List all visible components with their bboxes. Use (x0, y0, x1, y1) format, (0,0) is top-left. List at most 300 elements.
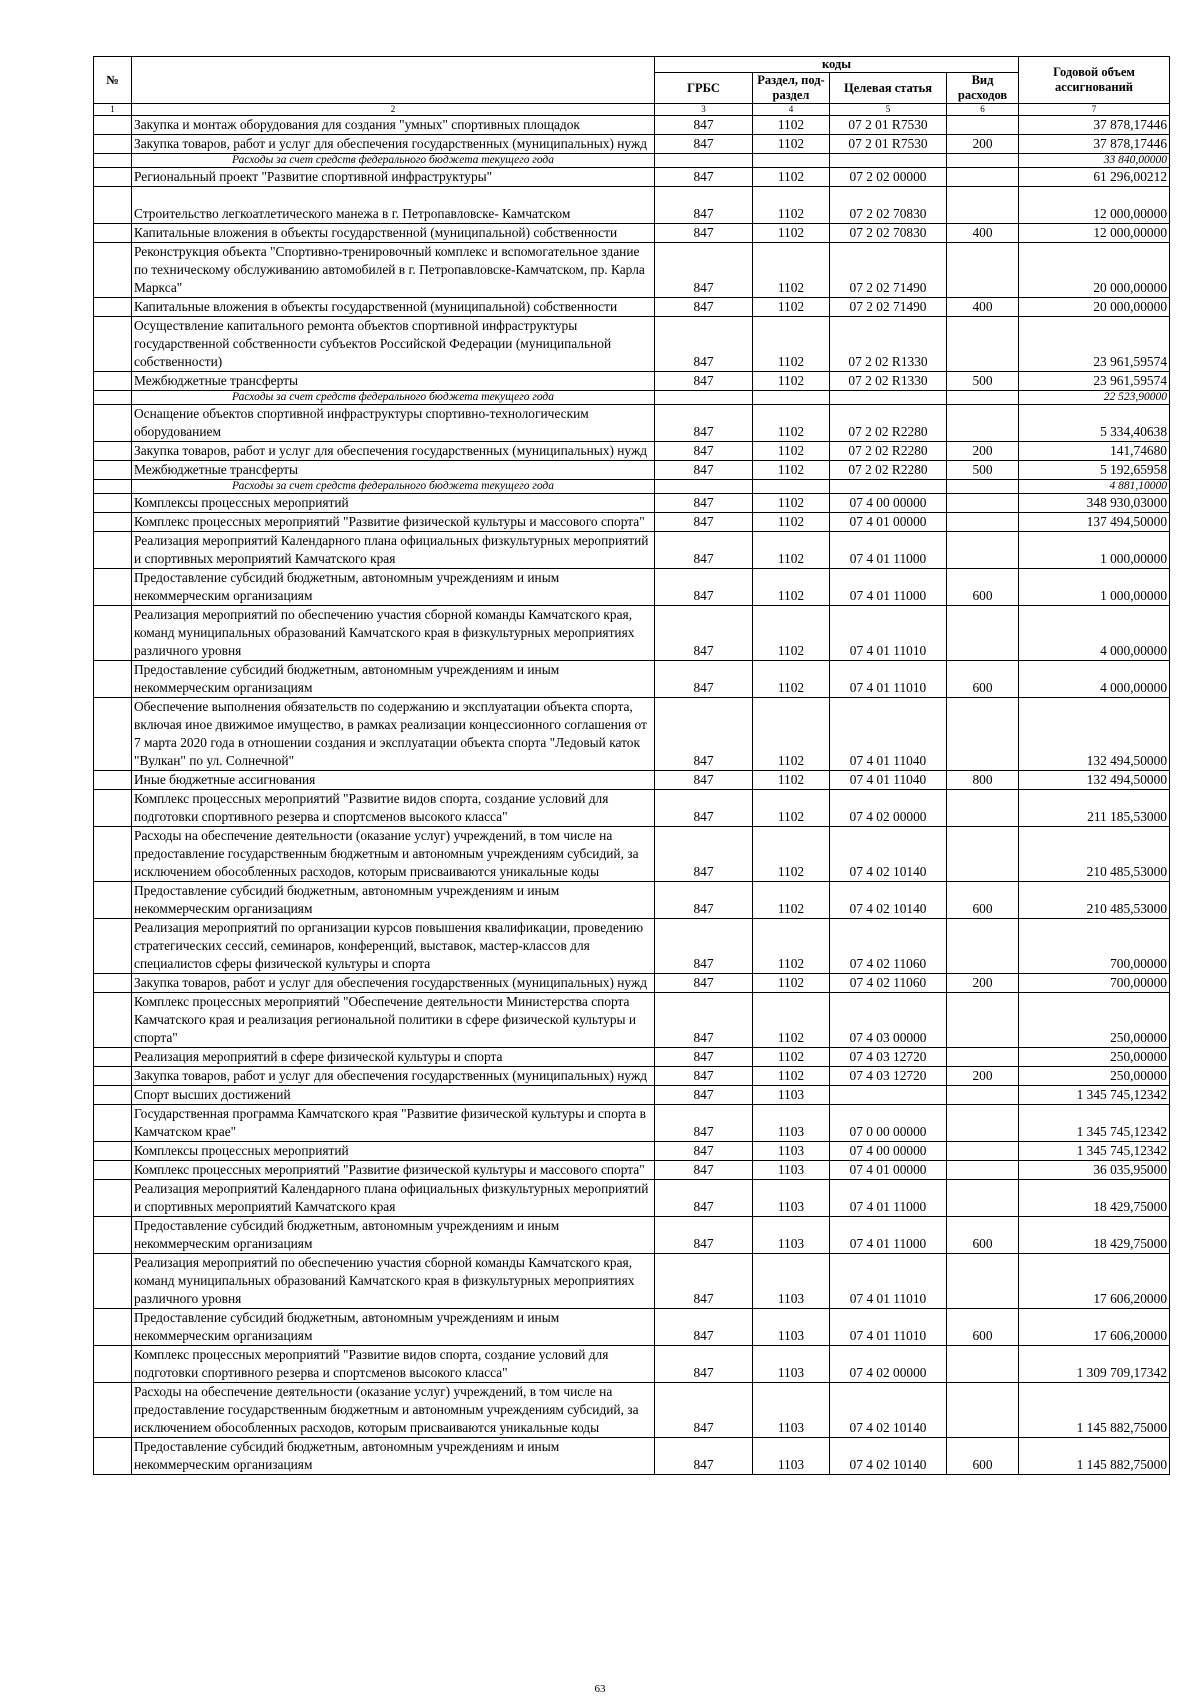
row-sum-cell: 20 000,00000 (1019, 298, 1170, 317)
row-sum-cell: 141,74680 (1019, 442, 1170, 461)
row-razdel-cell: 1102 (753, 698, 830, 771)
row-razdel-cell: 1102 (753, 974, 830, 993)
table-row (94, 1346, 1170, 1383)
row-name-cell: Предоставление субсидий бюджетным, автономным учреждениям и иным некоммерческим организациям (132, 1309, 655, 1346)
row-sum-cell: 137 494,50000 (1019, 513, 1170, 532)
column-number: 7 (1019, 104, 1170, 116)
row-grbs-cell: 847 (655, 1086, 753, 1105)
table-row (94, 224, 1170, 243)
row-vid-cell (947, 116, 1019, 135)
row-number-cell (94, 827, 132, 882)
row-number-cell (94, 243, 132, 298)
row-razdel-cell: 1103 (753, 1180, 830, 1217)
table-row (94, 882, 1170, 919)
row-statya-cell: 07 4 01 11000 (830, 569, 947, 606)
row-razdel-cell: 1102 (753, 661, 830, 698)
row-statya-cell: 07 4 00 00000 (830, 1142, 947, 1161)
row-grbs-cell: 847 (655, 1105, 753, 1142)
row-number-cell (94, 494, 132, 513)
row-name-cell: Реализация мероприятий по организации курсов повышения квалификации, проведению стратегических сессий, семинаров, конференций, выставок, мастер-классов для специалистов сферы физической культуры и спорта (132, 919, 655, 974)
row-statya-cell: 07 4 02 11060 (830, 919, 947, 974)
header-vid: Вид расходов (947, 73, 1019, 104)
header-name-blank (132, 57, 655, 104)
row-vid-cell: 400 (947, 224, 1019, 243)
row-statya-cell: 07 4 01 11040 (830, 698, 947, 771)
row-razdel-cell: 1103 (753, 1105, 830, 1142)
row-number-cell (94, 135, 132, 154)
column-number: 4 (753, 104, 830, 116)
row-name-cell: Строительство легкоатлетического манежа в г. Петропавловске- Камчатском (132, 187, 655, 224)
row-number-cell (94, 882, 132, 919)
row-statya-cell: 07 2 02 70830 (830, 224, 947, 243)
row-sum-cell: 210 485,53000 (1019, 827, 1170, 882)
federal-budget-row (94, 391, 1170, 405)
row-number-cell (94, 790, 132, 827)
row-grbs-cell: 847 (655, 187, 753, 224)
row-grbs-cell: 847 (655, 1309, 753, 1346)
row-number-cell (94, 298, 132, 317)
row-statya-cell: 07 4 02 00000 (830, 790, 947, 827)
row-statya-cell: 07 4 01 11010 (830, 606, 947, 661)
table-row (94, 1161, 1170, 1180)
row-vid-cell (947, 827, 1019, 882)
row-sum-cell: 1 345 745,12342 (1019, 1105, 1170, 1142)
row-vid-cell: 600 (947, 1217, 1019, 1254)
row-sum-cell: 12 000,00000 (1019, 224, 1170, 243)
row-statya-cell: 07 4 01 11000 (830, 1180, 947, 1217)
table-row (94, 698, 1170, 771)
row-sum-cell: 23 961,59574 (1019, 372, 1170, 391)
row-vid-cell (947, 513, 1019, 532)
row-sum-cell: 700,00000 (1019, 974, 1170, 993)
row-sum-cell: 132 494,50000 (1019, 771, 1170, 790)
row-statya-cell: 07 2 02 71490 (830, 243, 947, 298)
table-row (94, 442, 1170, 461)
table-row (94, 298, 1170, 317)
row-name-cell: Комплексы процессных мероприятий (132, 1142, 655, 1161)
row-name-cell: Предоставление субсидий бюджетным, автономным учреждениям и иным некоммерческим организациям (132, 882, 655, 919)
row-sum-cell: 211 185,53000 (1019, 790, 1170, 827)
row-grbs-cell: 847 (655, 993, 753, 1048)
table-row (94, 1142, 1170, 1161)
row-number-cell (94, 372, 132, 391)
row-statya-cell: 07 4 01 11000 (830, 1217, 947, 1254)
row-vid-cell (947, 1105, 1019, 1142)
row-razdel-cell: 1102 (753, 224, 830, 243)
row-number-cell (94, 405, 132, 442)
row-sum-cell: 37 878,17446 (1019, 116, 1170, 135)
row-sum-cell: 33 840,00000 (1019, 154, 1170, 168)
table-row (94, 532, 1170, 569)
row-sum-cell: 4 881,10000 (1019, 480, 1170, 494)
table-row (94, 135, 1170, 154)
row-grbs-cell: 847 (655, 405, 753, 442)
row-name-cell: Предоставление субсидий бюджетным, автономным учреждениям и иным некоммерческим организациям (132, 661, 655, 698)
row-grbs-cell: 847 (655, 790, 753, 827)
row-name-cell: Комплекс процессных мероприятий "Развитие физической культуры и массового спорта" (132, 1161, 655, 1180)
row-grbs-cell: 847 (655, 1346, 753, 1383)
row-vid-cell (947, 480, 1019, 494)
row-name-cell: Расходы за счет средств федерального бюджета текущего года (132, 391, 655, 405)
row-grbs-cell: 847 (655, 168, 753, 187)
row-number-cell (94, 606, 132, 661)
budget-table (93, 56, 1170, 1475)
row-number-cell (94, 532, 132, 569)
row-sum-cell: 4 000,00000 (1019, 661, 1170, 698)
budget-table-sheet (93, 56, 1169, 1475)
row-grbs-cell: 847 (655, 1383, 753, 1438)
table-row (94, 317, 1170, 372)
row-statya-cell: 07 4 01 11040 (830, 771, 947, 790)
row-statya-cell: 07 4 02 10140 (830, 882, 947, 919)
row-vid-cell: 800 (947, 771, 1019, 790)
row-sum-cell: 250,00000 (1019, 1048, 1170, 1067)
row-statya-cell: 07 2 01 R7530 (830, 135, 947, 154)
table-row (94, 1254, 1170, 1309)
row-name-cell: Реконструкция объекта "Спортивно-тренировочный комплекс и вспомогательное здание по техническому обслуживанию автомобилей в г. Петропавловске-Камчатском, пр. Карла Маркса" (132, 243, 655, 298)
table-row (94, 606, 1170, 661)
row-statya-cell: 07 2 02 71490 (830, 298, 947, 317)
row-razdel-cell: 1102 (753, 919, 830, 974)
column-number: 3 (655, 104, 753, 116)
row-sum-cell: 132 494,50000 (1019, 698, 1170, 771)
row-vid-cell: 200 (947, 974, 1019, 993)
row-number-cell (94, 1383, 132, 1438)
row-name-cell: Расходы на обеспечение деятельности (оказание услуг) учреждений, в том числе на предоставление государственным бюджетным и автономным учреждениям субсидий, за исключением обособленных расходов, которым присваиваются уникальные коды (132, 827, 655, 882)
table-row (94, 1067, 1170, 1086)
column-number: 2 (132, 104, 655, 116)
row-razdel-cell: 1102 (753, 1067, 830, 1086)
row-grbs-cell: 847 (655, 1161, 753, 1180)
row-grbs-cell: 847 (655, 1067, 753, 1086)
row-grbs-cell: 847 (655, 372, 753, 391)
row-statya-cell: 07 4 01 11010 (830, 661, 947, 698)
row-vid-cell (947, 993, 1019, 1048)
row-razdel-cell: 1102 (753, 827, 830, 882)
row-grbs-cell: 847 (655, 1142, 753, 1161)
row-statya-cell (830, 391, 947, 405)
row-vid-cell (947, 405, 1019, 442)
row-grbs-cell: 847 (655, 243, 753, 298)
row-grbs-cell: 847 (655, 224, 753, 243)
row-razdel-cell: 1102 (753, 442, 830, 461)
row-razdel-cell: 1102 (753, 771, 830, 790)
page-number: 63 (594, 1683, 606, 1695)
row-sum-cell: 5 192,65958 (1019, 461, 1170, 480)
row-sum-cell: 1 000,00000 (1019, 569, 1170, 606)
row-name-cell: Региональный проект "Развитие спортивной инфраструктуры" (132, 168, 655, 187)
row-sum-cell: 1 345 745,12342 (1019, 1086, 1170, 1105)
row-statya-cell: 07 4 01 11010 (830, 1309, 947, 1346)
row-grbs-cell (655, 391, 753, 405)
row-razdel-cell (753, 154, 830, 168)
table-header (94, 57, 1170, 116)
row-grbs-cell: 847 (655, 1217, 753, 1254)
row-sum-cell: 22 523,90000 (1019, 391, 1170, 405)
row-razdel-cell: 1103 (753, 1438, 830, 1475)
row-name-cell: Межбюджетные трансферты (132, 372, 655, 391)
row-number-cell (94, 993, 132, 1048)
header-volume: Годовой объем ассигнований (1019, 57, 1170, 104)
row-vid-cell (947, 1161, 1019, 1180)
row-name-cell: Обеспечение выполнения обязательств по содержанию и эксплуатации объекта спорта, включая иное движимое имущество, в рамках реализации концессионного соглашения от 7 марта 2020 года в отношении создания и эксплуатации объекта спорта "Ледовый каток "Вулкан" по ул. Солнечной" (132, 698, 655, 771)
row-sum-cell: 1 309 709,17342 (1019, 1346, 1170, 1383)
row-razdel-cell: 1102 (753, 882, 830, 919)
row-sum-cell: 17 606,20000 (1019, 1254, 1170, 1309)
row-sum-cell: 210 485,53000 (1019, 882, 1170, 919)
row-statya-cell: 07 2 02 R2280 (830, 461, 947, 480)
federal-budget-row (94, 480, 1170, 494)
row-number-cell (94, 1438, 132, 1475)
table-row (94, 1217, 1170, 1254)
column-number: 1 (94, 104, 132, 116)
row-name-cell: Оснащение объектов спортивной инфраструктуры спортивно-технологическим оборудованием (132, 405, 655, 442)
row-sum-cell: 348 930,03000 (1019, 494, 1170, 513)
row-razdel-cell: 1102 (753, 993, 830, 1048)
table-row (94, 1180, 1170, 1217)
row-number-cell (94, 1067, 132, 1086)
row-razdel-cell: 1102 (753, 513, 830, 532)
table-row (94, 771, 1170, 790)
row-vid-cell: 200 (947, 442, 1019, 461)
table-body (94, 116, 1170, 1475)
row-vid-cell (947, 606, 1019, 661)
row-statya-cell: 07 4 01 11000 (830, 532, 947, 569)
row-number-cell (94, 461, 132, 480)
row-grbs-cell: 847 (655, 882, 753, 919)
row-grbs-cell: 847 (655, 532, 753, 569)
table-row (94, 569, 1170, 606)
row-sum-cell: 12 000,00000 (1019, 187, 1170, 224)
row-number-cell (94, 442, 132, 461)
row-grbs-cell: 847 (655, 135, 753, 154)
row-razdel-cell: 1103 (753, 1161, 830, 1180)
row-sum-cell: 4 000,00000 (1019, 606, 1170, 661)
row-sum-cell: 61 296,00212 (1019, 168, 1170, 187)
row-grbs-cell: 847 (655, 1438, 753, 1475)
row-razdel-cell: 1102 (753, 1048, 830, 1067)
row-name-cell: Осуществление капитального ремонта объектов спортивной инфраструктуры государственной собственности субъектов Российской Федерации (муниципальной собственности) (132, 317, 655, 372)
row-statya-cell: 07 2 02 R1330 (830, 317, 947, 372)
row-statya-cell: 07 4 02 10140 (830, 1383, 947, 1438)
row-vid-cell (947, 532, 1019, 569)
table-row (94, 243, 1170, 298)
row-name-cell: Предоставление субсидий бюджетным, автономным учреждениям и иным некоммерческим организациям (132, 1217, 655, 1254)
row-grbs-cell (655, 154, 753, 168)
row-grbs-cell: 847 (655, 298, 753, 317)
row-number-cell (94, 771, 132, 790)
row-vid-cell: 600 (947, 661, 1019, 698)
row-statya-cell: 07 4 03 12720 (830, 1048, 947, 1067)
row-razdel-cell: 1102 (753, 494, 830, 513)
row-name-cell: Реализация мероприятий по обеспечению участия сборной команды Камчатского края, команд муниципальных образований Камчатского края в физкультурных мероприятиях различного уровня (132, 606, 655, 661)
row-vid-cell (947, 243, 1019, 298)
row-name-cell: Комплекс процессных мероприятий "Развитие видов спорта, создание условий для подготовки спортивного резерва и спортсменов высокого класса" (132, 790, 655, 827)
row-grbs-cell: 847 (655, 494, 753, 513)
row-grbs-cell: 847 (655, 442, 753, 461)
table-row (94, 168, 1170, 187)
row-statya-cell (830, 154, 947, 168)
row-grbs-cell: 847 (655, 1180, 753, 1217)
row-name-cell: Закупка товаров, работ и услуг для обеспечения государственных (муниципальных) нужд (132, 135, 655, 154)
row-name-cell: Государственная программа Камчатского края "Развитие физической культуры и спорта в Камчатском крае" (132, 1105, 655, 1142)
table-row (94, 827, 1170, 882)
row-grbs-cell: 847 (655, 461, 753, 480)
row-vid-cell (947, 1086, 1019, 1105)
table-row (94, 993, 1170, 1048)
row-razdel-cell: 1102 (753, 317, 830, 372)
row-name-cell: Комплекс процессных мероприятий "Развитие физической культуры и массового спорта" (132, 513, 655, 532)
row-name-cell: Реализация мероприятий в сфере физической культуры и спорта (132, 1048, 655, 1067)
table-row (94, 1438, 1170, 1475)
row-vid-cell (947, 1142, 1019, 1161)
table-row (94, 461, 1170, 480)
row-vid-cell: 200 (947, 135, 1019, 154)
row-number-cell (94, 1142, 132, 1161)
row-razdel-cell: 1103 (753, 1383, 830, 1438)
row-name-cell: Комплекс процессных мероприятий "Развитие видов спорта, создание условий для подготовки спортивного резерва и спортсменов высокого класса" (132, 1346, 655, 1383)
row-razdel-cell: 1102 (753, 405, 830, 442)
row-name-cell: Капитальные вложения в объекты государственной (муниципальной) собственности (132, 224, 655, 243)
row-vid-cell (947, 187, 1019, 224)
row-grbs-cell: 847 (655, 569, 753, 606)
row-razdel-cell: 1102 (753, 135, 830, 154)
row-statya-cell: 07 2 02 00000 (830, 168, 947, 187)
row-sum-cell: 18 429,75000 (1019, 1180, 1170, 1217)
header-razdel: Раздел, под-раздел (753, 73, 830, 104)
row-name-cell: Реализация мероприятий по обеспечению участия сборной команды Камчатского края, команд муниципальных образований Камчатского края в физкультурных мероприятиях различного уровня (132, 1254, 655, 1309)
row-sum-cell: 18 429,75000 (1019, 1217, 1170, 1254)
row-name-cell: Закупка товаров, работ и услуг для обеспечения государственных (муниципальных) нужд (132, 442, 655, 461)
row-sum-cell: 23 961,59574 (1019, 317, 1170, 372)
row-vid-cell: 500 (947, 461, 1019, 480)
row-sum-cell: 1 145 882,75000 (1019, 1383, 1170, 1438)
row-vid-cell: 500 (947, 372, 1019, 391)
row-vid-cell (947, 790, 1019, 827)
row-statya-cell: 07 4 02 10140 (830, 1438, 947, 1475)
table-row (94, 1048, 1170, 1067)
row-razdel-cell: 1103 (753, 1346, 830, 1383)
row-number-cell (94, 1105, 132, 1142)
row-vid-cell (947, 494, 1019, 513)
row-razdel-cell: 1103 (753, 1142, 830, 1161)
row-razdel-cell: 1102 (753, 187, 830, 224)
row-number-cell (94, 513, 132, 532)
row-razdel-cell: 1102 (753, 168, 830, 187)
row-grbs-cell: 847 (655, 974, 753, 993)
row-vid-cell (947, 168, 1019, 187)
row-razdel-cell (753, 391, 830, 405)
row-razdel-cell: 1102 (753, 461, 830, 480)
row-name-cell: Предоставление субсидий бюджетным, автономным учреждениям и иным некоммерческим организациям (132, 569, 655, 606)
row-name-cell: Закупка и монтаж оборудования для создания "умных" спортивных площадок (132, 116, 655, 135)
row-razdel-cell: 1102 (753, 298, 830, 317)
row-vid-cell (947, 1383, 1019, 1438)
row-number-cell (94, 391, 132, 405)
row-grbs-cell: 847 (655, 919, 753, 974)
row-razdel-cell: 1103 (753, 1309, 830, 1346)
row-name-cell: Комплекс процессных мероприятий "Обеспечение деятельности Министерства спорта Камчатского края и реализация региональной политики в сфере физической культуры и спорта" (132, 993, 655, 1048)
row-vid-cell (947, 698, 1019, 771)
row-grbs-cell: 847 (655, 661, 753, 698)
row-sum-cell: 700,00000 (1019, 919, 1170, 974)
column-number: 6 (947, 104, 1019, 116)
row-grbs-cell: 847 (655, 513, 753, 532)
row-name-cell: Предоставление субсидий бюджетным, автономным учреждениям и иным некоммерческим организациям (132, 1438, 655, 1475)
row-number-cell (94, 480, 132, 494)
row-name-cell: Реализация мероприятий Календарного плана официальных физкультурных мероприятий и спортивных мероприятий Камчатского края (132, 532, 655, 569)
table-row (94, 1383, 1170, 1438)
table-row (94, 790, 1170, 827)
row-number-cell (94, 317, 132, 372)
row-statya-cell: 07 4 00 00000 (830, 494, 947, 513)
header-codes: коды (655, 57, 1019, 73)
row-name-cell: Расходы за счет средств федерального бюджета текущего года (132, 154, 655, 168)
row-sum-cell: 20 000,00000 (1019, 243, 1170, 298)
row-number-cell (94, 116, 132, 135)
row-name-cell: Иные бюджетные ассигнования (132, 771, 655, 790)
row-number-cell (94, 1180, 132, 1217)
row-razdel-cell: 1102 (753, 606, 830, 661)
row-grbs-cell: 847 (655, 606, 753, 661)
row-razdel-cell (753, 480, 830, 494)
row-razdel-cell: 1102 (753, 243, 830, 298)
row-sum-cell: 36 035,95000 (1019, 1161, 1170, 1180)
row-vid-cell: 600 (947, 569, 1019, 606)
table-row (94, 1309, 1170, 1346)
row-vid-cell (947, 1346, 1019, 1383)
table-row (94, 919, 1170, 974)
row-statya-cell: 07 2 02 R1330 (830, 372, 947, 391)
table-row (94, 405, 1170, 442)
row-statya-cell (830, 1086, 947, 1105)
row-sum-cell: 5 334,40638 (1019, 405, 1170, 442)
row-number-cell (94, 1254, 132, 1309)
row-grbs-cell: 847 (655, 1048, 753, 1067)
row-sum-cell: 1 345 745,12342 (1019, 1142, 1170, 1161)
table-row (94, 494, 1170, 513)
table-row (94, 187, 1170, 224)
row-name-cell: Расходы за счет средств федерального бюджета текущего года (132, 480, 655, 494)
federal-budget-row (94, 154, 1170, 168)
row-name-cell: Реализация мероприятий Календарного плана официальных физкультурных мероприятий и спортивных мероприятий Камчатского края (132, 1180, 655, 1217)
row-grbs-cell: 847 (655, 317, 753, 372)
row-vid-cell (947, 154, 1019, 168)
row-vid-cell: 400 (947, 298, 1019, 317)
row-sum-cell: 1 000,00000 (1019, 532, 1170, 569)
table-row (94, 661, 1170, 698)
row-number-cell (94, 919, 132, 974)
row-statya-cell: 07 4 03 12720 (830, 1067, 947, 1086)
column-number: 5 (830, 104, 947, 116)
row-statya-cell: 07 2 02 R2280 (830, 405, 947, 442)
row-number-cell (94, 1309, 132, 1346)
row-number-cell (94, 154, 132, 168)
table-row (94, 1086, 1170, 1105)
row-statya-cell: 07 4 03 00000 (830, 993, 947, 1048)
row-name-cell: Комплексы процессных мероприятий (132, 494, 655, 513)
row-sum-cell: 37 878,17446 (1019, 135, 1170, 154)
row-statya-cell: 07 0 00 00000 (830, 1105, 947, 1142)
row-name-cell: Межбюджетные трансферты (132, 461, 655, 480)
table-row (94, 1105, 1170, 1142)
row-number-cell (94, 1217, 132, 1254)
row-statya-cell: 07 4 01 00000 (830, 513, 947, 532)
row-number-cell (94, 1161, 132, 1180)
row-vid-cell (947, 391, 1019, 405)
row-statya-cell: 07 4 02 11060 (830, 974, 947, 993)
row-statya-cell: 07 2 01 R7530 (830, 116, 947, 135)
